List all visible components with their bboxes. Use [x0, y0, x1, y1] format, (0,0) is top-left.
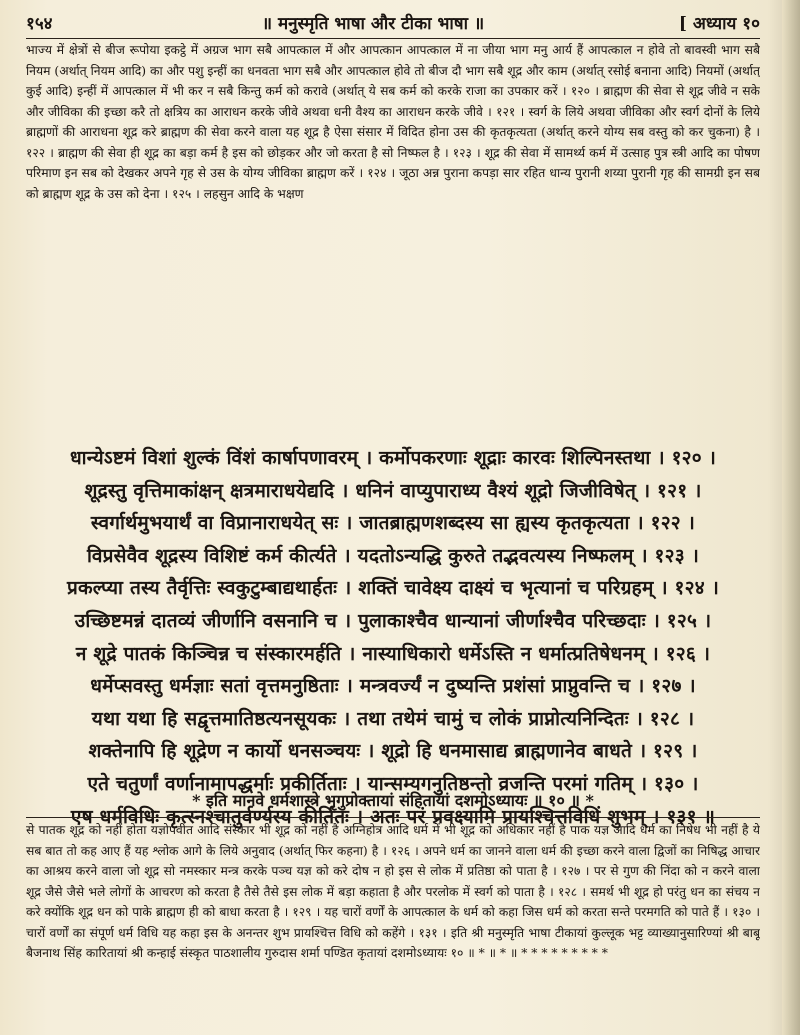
header-rule: [26, 38, 760, 39]
verse-131: एष धर्मविधिः कृत्स्नश्चातुर्वर्ण्यस्य कीर्तितः । अतः परं प्रवक्ष्यामि प्रायश्चित्तविधिं शुभम् । १३१ ॥: [70, 805, 716, 828]
verse-127: धर्मेप्सवस्तु धर्मज्ञाः सतां वृत्तमनुष्ठिताः । मन्त्रवर्ज्यं न दुष्यन्ति प्रशंसां प्राप्नुवन्ति च । १२७ ।: [90, 675, 696, 698]
verse-125: उच्छिष्टमन्नं दातव्यं जीर्णानि वसनानि च । पुलाकाश्चैव धान्यानां जीर्णाश्चैव परिच्छदाः । १२५ ।: [74, 609, 712, 632]
verse-128: यथा यथा हि सद्वृत्तमातिष्ठत्यनसूयकः । तथा तथेमं चामुं च लोकं प्राप्नोत्यनिन्दितः । १२८ ।: [91, 707, 695, 730]
verse-122: स्वर्गार्थमुभयार्थं वा विप्रानाराधयेत् सः । जातब्राह्मणशब्दस्य सा ह्यस्य कृतकृत्यता । १२२ ।: [90, 512, 696, 535]
verse-120: धान्येऽष्टमं विशां शुल्कं विंशं कार्षापणावरम् । कर्मोपकरणाः शूद्राः कारवः शिल्पिनस्तथा । १२० ।: [69, 447, 717, 469]
verse-130: एते चतुर्णां वर्णानामापद्धर्माः प्रकीर्तिताः । यान्सम्यगनुतिष्ठन्तो व्रजन्ति परमां गतिम् । १३० ।: [87, 772, 699, 795]
colophon-rule: [26, 817, 760, 818]
sanskrit-verses: [26, 442, 760, 833]
verse-123: विप्रसेवैव शूद्रस्य विशिष्टं कर्म कीर्त्यते । यदतोऽन्यद्धि कुरुते तद्भवत्यस्य निष्फलम् । १२३ ।: [86, 544, 699, 567]
verse-121: शूद्रस्तु वृत्तिमाकांक्षन् क्षत्रमाराधयेद्यदि । धनिनं वाप्युपाराध्य वैश्यं शूद्रो जिजीविषेत् । १२१ ।: [84, 479, 702, 502]
chapter-colophon: * इति मानवे धर्मशास्त्रे भृगुप्रोक्तायां संहितायां दशमोऽध्यायः ॥ १० ॥ *: [192, 791, 594, 810]
commentary-top-text: भाज्य में क्षेत्रों से बीज रूपोया इकट्ठे में अग्रज भाग सबै आपत्काल में और आपत्कान आपत्काल में ना जीया भाग मनु आर्य हैं आपत्काल न होवे तो बावस्वी भाग सबै नियम (अर्थात् नियम आदि) का और पशु इन्हीं का धनवता भाग सबै और आपत्काल होवे तो बीज दौ भाग सबै शूद्र और काम (अर्थात् रसोई बनाना आदि) नियमों (अर्थात् कुई आदि) इन्हीं में आपत्काल में भी कर न सबै किन्तु कर्म को करावे (अर्थात् ये सब कर्म को करके राजा का उपकार करें । १२० । ब्राह्मण की सेवा से शूद्र जीवे न सके और जीविका की इच्छा करै तो क्षत्रिय का आराधन करके जीवे अथवा धनी वैश्य का आराधन करके जीवे । १२१ । स्वर्ग के लिये अथवा जीविका और स्वर्ग दोनों के लिये ब्राह्मणों की आराधना शूद्र करे ब्राह्मण की सेवा करने वाला यह शूद्र है ऐसा संसार में विदित होना उस की कृतकृत्यता (अर्थात् करने योग्य सब वस्तु को कर चुकना) है । १२२ । ब्राह्मण की सेवा ही शूद्र का बड़ा कर्म है इस को छोड़कर और जो करता है सो निष्फल है । १२३ । शूद्र की सेवा में सामर्थ्य कर्म में उत्साह पुत्र स्त्री आदि का पोषण परिमाण इन सब को देखकर अपने गृह से उस के योग्य जीविका ब्राह्मण करें । १२४ । जूठा अन्न पुराना कपड़ा सार रहित धान्य पुरानी शय्या पुरानी गृह की सामग्री इन सब को ब्राह्मण शूद्र के उस को देना । १२५ । लहसुन आदि के भक्षण: [26, 43, 760, 201]
commentary-bottom-text: से पातक शूद्र को नहीं होता यज्ञोपवीत आदि संस्कार भी शूद्र को नहीं है अग्निहोत्र आदि धर्म में भी शूद्र को अधिकार नहीं है पाक यज्ञ आदि धर्म का निषेध भी नहीं है ये सब बात तो कह आए हैं यह श्लोक आगे के लिये अनुवाद (अर्थात् फिर कहना) है । १२६ । अपने धर्म का जानने वाला धर्म की इच्छा करने वाला द्विजों का निषिद्ध आचार का आश्रय करने वाला जो शूद्र सो नमस्कार मन्त्र करके पञ्च यज्ञ को करे दोष न हो इस से लोक में प्रतिष्ठा को पाता है । १२७ । पर से गुण की निंदा को न करने वाला शूद्र जैसे जैसे भले लोगों के आचरण को करता है तैसे तैसे इस लोक में बड़ा कहाता है और परलोक में स्वर्ग को पाता है । १२८ । समर्थ भी शूद्र हो परंतु धन का संचय न करे क्योंकि शूद्र धन को पाके ब्राह्मण ही को बाधा करता है । १२९ । यह चारों वर्णों के आपत्काल के धर्म को कहा जिस धर्म को करता सन्ते परमगति को पाते हैं । १३० । चारों वर्णों का संपूर्ण धर्म विधि यह कहा इस के अनन्तर शुभ प्रायश्चित्त विधि को कहेंगे । १३१ । इति श्री मनुस्मृति भाषा टीकायां कुल्लूक भट्ट व्याख्यानुसारिण्यां श्री बाबू बैजनाथ सिंह कारितायां श्री कन्हाई संस्कृत पाठशालीय गुरुदास शर्मा पण्डित कृतायां दशमोऽध्यायः १० ॥ * ॥ * ॥ * * * * * * * * *: [26, 823, 760, 960]
page-header: [26, 8, 760, 36]
chapter-label: [ अध्याय १०: [678, 13, 760, 34]
verse-126: न शूद्रे पातकं किञ्चिन्न च संस्कारमर्हति । नास्याधिकारो धर्मेऽस्ति न धर्मात्प्रतिषेधनम् । १२६ ।: [75, 642, 711, 665]
commentary-top: [26, 40, 760, 435]
scan-edge: [782, 0, 800, 1035]
page-number: १५४: [26, 13, 53, 34]
commentary-bottom: [26, 820, 760, 1032]
verse-124: प्रकल्प्या तस्य तैर्वृत्तिः स्वकुटुम्बाद्यथार्हतः । शक्तिं चावेक्ष्य दाक्ष्यं च भृत्यानां च परिग्रहम् । १२४ ।: [66, 577, 720, 600]
verse-129: शक्तेनापि हि शूद्रेण न कार्यो धनसञ्चयः । शूद्रो हि धनमासाद्य ब्राह्मणानेव बाधते । १२९ ।: [88, 740, 698, 763]
running-title: ॥ मनुस्मृति भाषा और टीका भाषा ॥: [261, 13, 485, 34]
